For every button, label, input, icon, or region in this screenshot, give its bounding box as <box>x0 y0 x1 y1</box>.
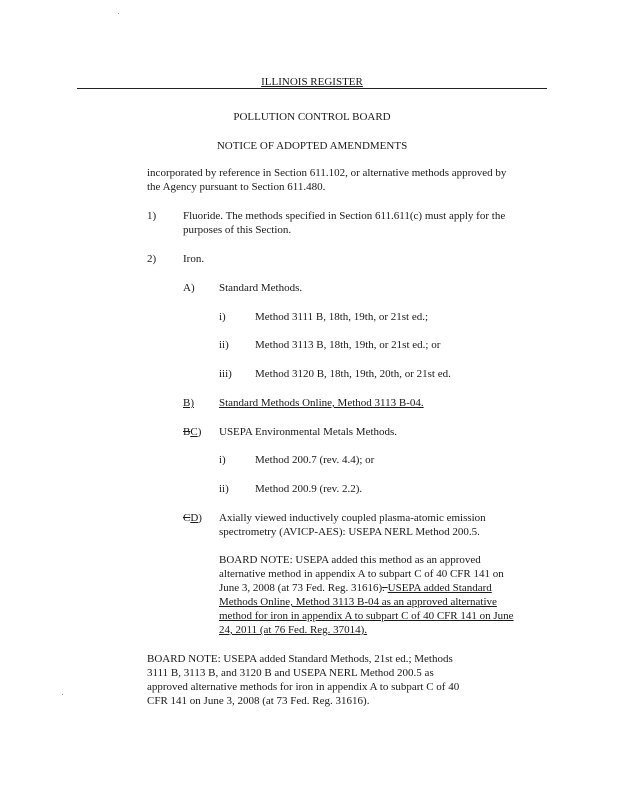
scan-speck <box>118 13 119 14</box>
subsection-c-i-num: i) <box>219 454 226 466</box>
subsection-a-iii-num: iii) <box>219 368 232 380</box>
added-text: USEPA added Standard <box>387 582 492 594</box>
label-paren: ) <box>197 426 202 438</box>
struck-label: C <box>183 512 191 524</box>
board-note-line-2: alternative method in appendix A to subpart C of 40 CFR 141 on <box>219 568 504 580</box>
board-title: POLLUTION CONTROL BOARD <box>233 111 391 123</box>
struck-label: B <box>183 426 191 438</box>
final-note-line-3: approved alternative methods for iron in appendix A to subpart C of 40 <box>147 681 460 693</box>
subsection-a-i-text: Method 3111 B, 18th, 19th, or 21st ed.; <box>255 311 429 323</box>
subsection-a-iii-text: Method 3120 B, 18th, 19th, 20th, or 21st ed. <box>255 368 451 380</box>
subsection-c-ii-text: Method 200.9 (rev. 2.2). <box>255 483 363 495</box>
subsection-d-line-1: Axially viewed inductively coupled plasma-atomic emission <box>219 512 486 524</box>
final-note-line-2: 3111 B, 3113 B, and 3120 B and USEPA NERL Method 200.5 as <box>147 667 434 679</box>
subsection-b-text: Standard Methods Online, Method 3113 B-04. <box>219 397 424 409</box>
subsection-d-label <box>183 511 202 525</box>
notice-title: NOTICE OF ADOPTED AMENDMENTS <box>216 140 408 152</box>
item-2-label: Iron. <box>183 253 205 265</box>
item-2-number: 2) <box>147 253 157 265</box>
board-note-line-4 <box>219 595 497 609</box>
board-note-line-6: 24, 2011 (at 76 Fed. Reg. 37014). <box>219 624 368 636</box>
item-1-line-1: Fluoride. The methods specified in Section 611.611(c) must apply for the <box>183 210 506 222</box>
label-paren: ) <box>198 512 202 524</box>
subsection-c-text: USEPA Environmental Metals Methods. <box>219 426 398 438</box>
struck-text: . <box>382 582 388 594</box>
intro-line-2: the Agency pursuant to Section 611.480. <box>147 181 326 193</box>
subsection-c-label <box>183 425 201 439</box>
new-label: C <box>190 426 198 438</box>
added-text: method for iron in appendix A to subpart C of 40 <box>219 610 437 622</box>
subsection-a-text: Standard Methods. <box>219 282 303 294</box>
board-note-line-5 <box>219 609 514 623</box>
final-note-line-4: CFR 141 on June 3, 2008 (at 73 Fed. Reg. 31616). <box>147 695 370 707</box>
intro-line-1: incorporated by reference in Section 611.102, or alternative methods approved by <box>147 167 507 179</box>
subsection-a-label: A) <box>183 282 195 294</box>
item-1-number: 1) <box>147 210 157 222</box>
subsection-c-i-text: Method 200.7 (rev. 4.4); or <box>255 454 375 466</box>
scan-speck <box>62 694 63 695</box>
subsection-b-label: B) <box>183 397 194 409</box>
subsection-d-line-2: spectrometry (AVICP-AES): USEPA NERL Method 200.5. <box>219 526 480 538</box>
subsection-c-ii-num: ii) <box>219 483 229 495</box>
subsection-a-ii-num: ii) <box>219 339 229 351</box>
added-text: CFR 141 on June <box>436 610 514 622</box>
final-note-line-1: BOARD NOTE: USEPA added Standard Methods, 21st ed.; Methods <box>147 653 453 665</box>
header-rule <box>77 88 547 89</box>
new-label: D <box>190 512 199 524</box>
note-text: June 3, 2008 (at 73 Fed. Reg. 31616) <box>219 582 383 594</box>
board-note-line-1: BOARD NOTE: USEPA added this method as an approved <box>219 554 481 566</box>
subsection-a-i-num: i) <box>219 311 226 323</box>
register-title: ILLINOIS REGISTER <box>261 76 363 88</box>
board-note-line-3 <box>219 581 492 595</box>
added-text: Methods Online, Method 3113 B-04 <box>219 596 379 608</box>
added-text: as an approved alternative <box>379 596 497 608</box>
item-1-line-2: purposes of this Section. <box>183 224 292 236</box>
subsection-a-ii-text: Method 3113 B, 18th, 19th, or 21st ed.; or <box>255 339 441 351</box>
